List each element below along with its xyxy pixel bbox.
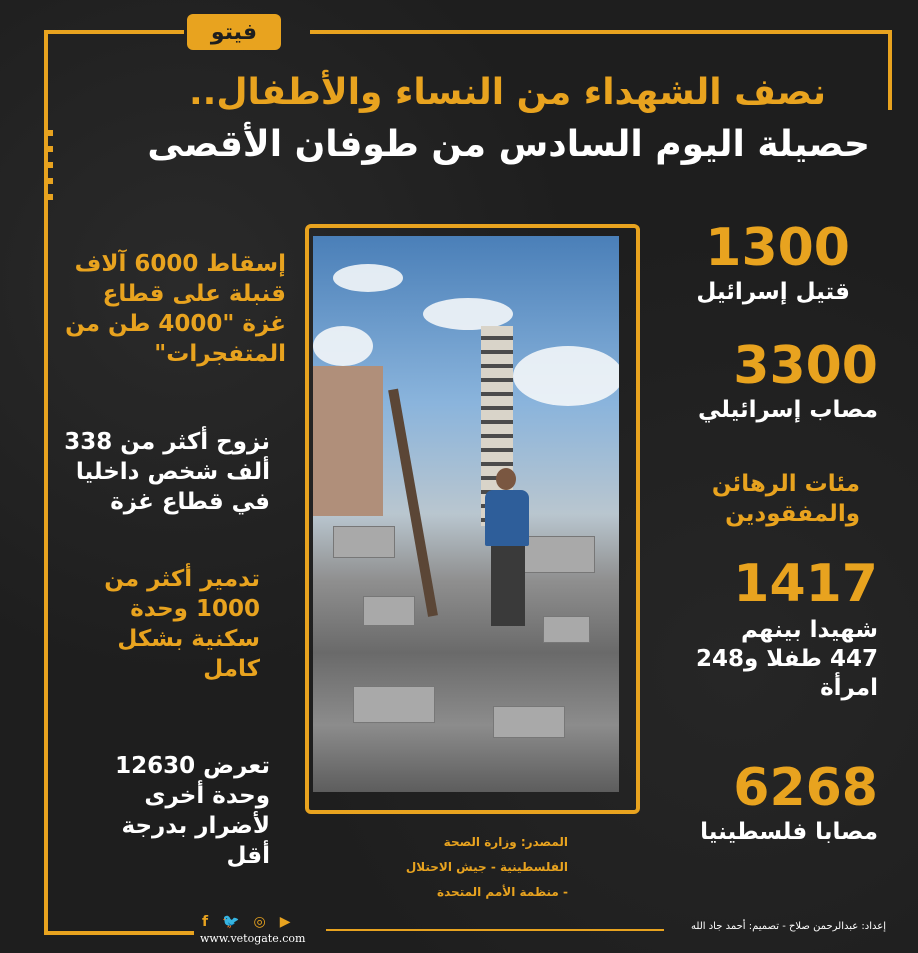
- stat-label: قتيل إسرائيل: [696, 279, 850, 305]
- source-line: المصدر: وزارة الصحة: [443, 835, 568, 849]
- social-links: [202, 914, 291, 930]
- website-link[interactable]: www.vetogate.com: [200, 932, 306, 945]
- stat-label: مئات الرهائن والمفقودين: [711, 471, 860, 527]
- source-line: الفلسطينية - جيش الاحتلال: [405, 860, 568, 875]
- frame-right-line: [888, 30, 892, 110]
- stat-hostages: [680, 470, 860, 530]
- credits-text: إعداد: عبدالرحمن صلاح - تصميم: أحمد جاد الله: [691, 921, 886, 932]
- youtube-icon[interactable]: ▶: [279, 914, 291, 930]
- stat-label: مصابا فلسطينيا: [700, 819, 878, 845]
- brand-logo[interactable]: فيتو: [187, 14, 281, 50]
- frame-top-line: [44, 30, 184, 34]
- headline-line2: حصيلة اليوم السادس من طوفان الأقصى: [147, 124, 870, 165]
- source-line: - منظمة الأمم المتحدة: [437, 885, 568, 900]
- frame-notch: [44, 130, 53, 136]
- stat-label: مصاب إسرائيلي: [697, 397, 878, 423]
- frame-notch: [44, 178, 53, 184]
- stat-number: 1300: [705, 218, 850, 278]
- source-note: [378, 830, 568, 906]
- rubble-photo: [313, 236, 619, 792]
- fact-damaged-units: تعرض 12630 وحدة أخرى لأضرار بدرجة أقل: [115, 753, 270, 869]
- facebook-icon[interactable]: f: [202, 914, 209, 930]
- credits-underline: [326, 929, 664, 931]
- stat-palestinian-injured: [700, 758, 878, 847]
- stat-palestinian-martyrs: [688, 554, 878, 702]
- fact-destroyed-units: تدمير أكثر من 1000 وحدة سكنية بشكل كامل: [104, 566, 260, 682]
- frame-top-right-line: [310, 30, 892, 34]
- stat-number: 3300: [733, 336, 878, 396]
- headline-line1: نصف الشهداء من النساء والأطفال..: [188, 72, 826, 113]
- instagram-icon[interactable]: ◎: [253, 914, 266, 930]
- frame-notch: [44, 162, 53, 168]
- fact-bombs: إسقاط 6000 آلاف قنبلة على قطاع غزة "4000 طن من المتفجرات": [65, 251, 286, 367]
- twitter-icon[interactable]: 🐦: [222, 914, 240, 930]
- frame-notch: [44, 146, 53, 152]
- stat-label: شهيدا بينهم 447 طفلا و248 امرأة: [695, 617, 878, 701]
- stat-number: 6268: [733, 758, 878, 818]
- fact-displaced: نزوح أكثر من 338 ألف شخص داخليا في قطاع غزة: [64, 429, 270, 515]
- stat-israeli-injured: [697, 336, 878, 425]
- frame-notch: [44, 194, 53, 200]
- frame-bottom-line: [44, 931, 194, 935]
- stat-number: 1417: [733, 554, 878, 614]
- stat-israeli-killed: [696, 218, 850, 307]
